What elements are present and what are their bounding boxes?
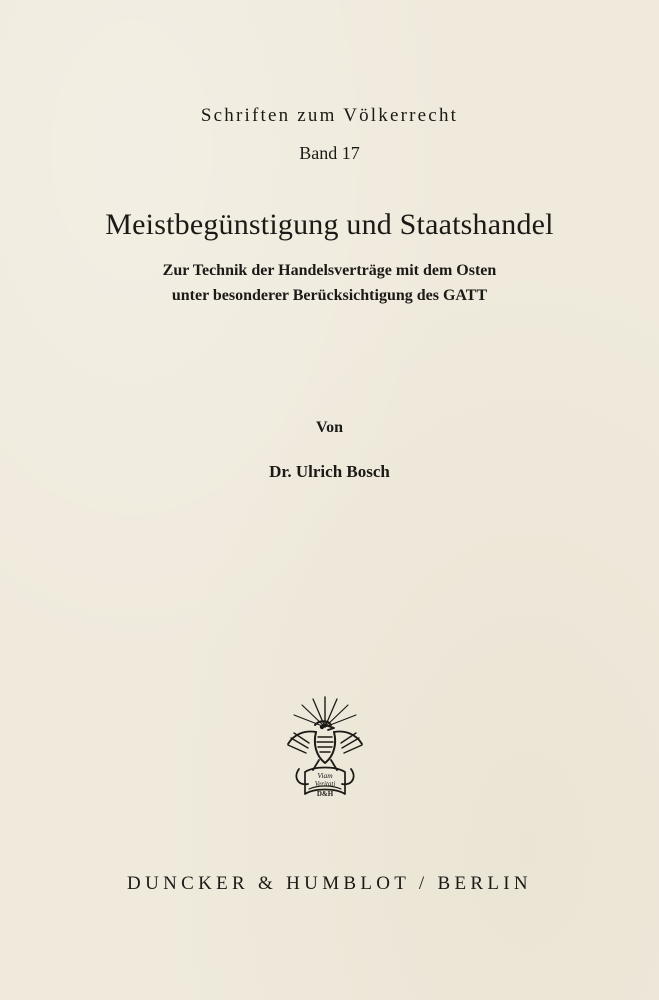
volume-number: Band 17 <box>299 143 360 163</box>
publisher-eagle-emblem-icon <box>280 692 370 804</box>
series-title: Schriften zum Völkerrecht <box>200 105 459 126</box>
subtitle-line-1: Zur Technik der Handelsverträge mit dem Osten <box>162 262 497 279</box>
emblem-text-3: D&H <box>316 790 334 798</box>
subtitle-line-2: unter besonderer Berücksichtigung des GATT <box>171 287 488 304</box>
author-prefix: Von <box>316 419 343 436</box>
author-name: Dr. Ulrich Bosch <box>269 462 390 481</box>
emblem-text-1: Viam <box>317 771 333 780</box>
publisher-imprint: DUNCKER & HUMBLOT / BERLIN <box>127 873 532 894</box>
book-title: Meistbegünstigung und Staatshandel <box>105 208 554 241</box>
emblem-text-2: Veritati <box>314 780 336 788</box>
